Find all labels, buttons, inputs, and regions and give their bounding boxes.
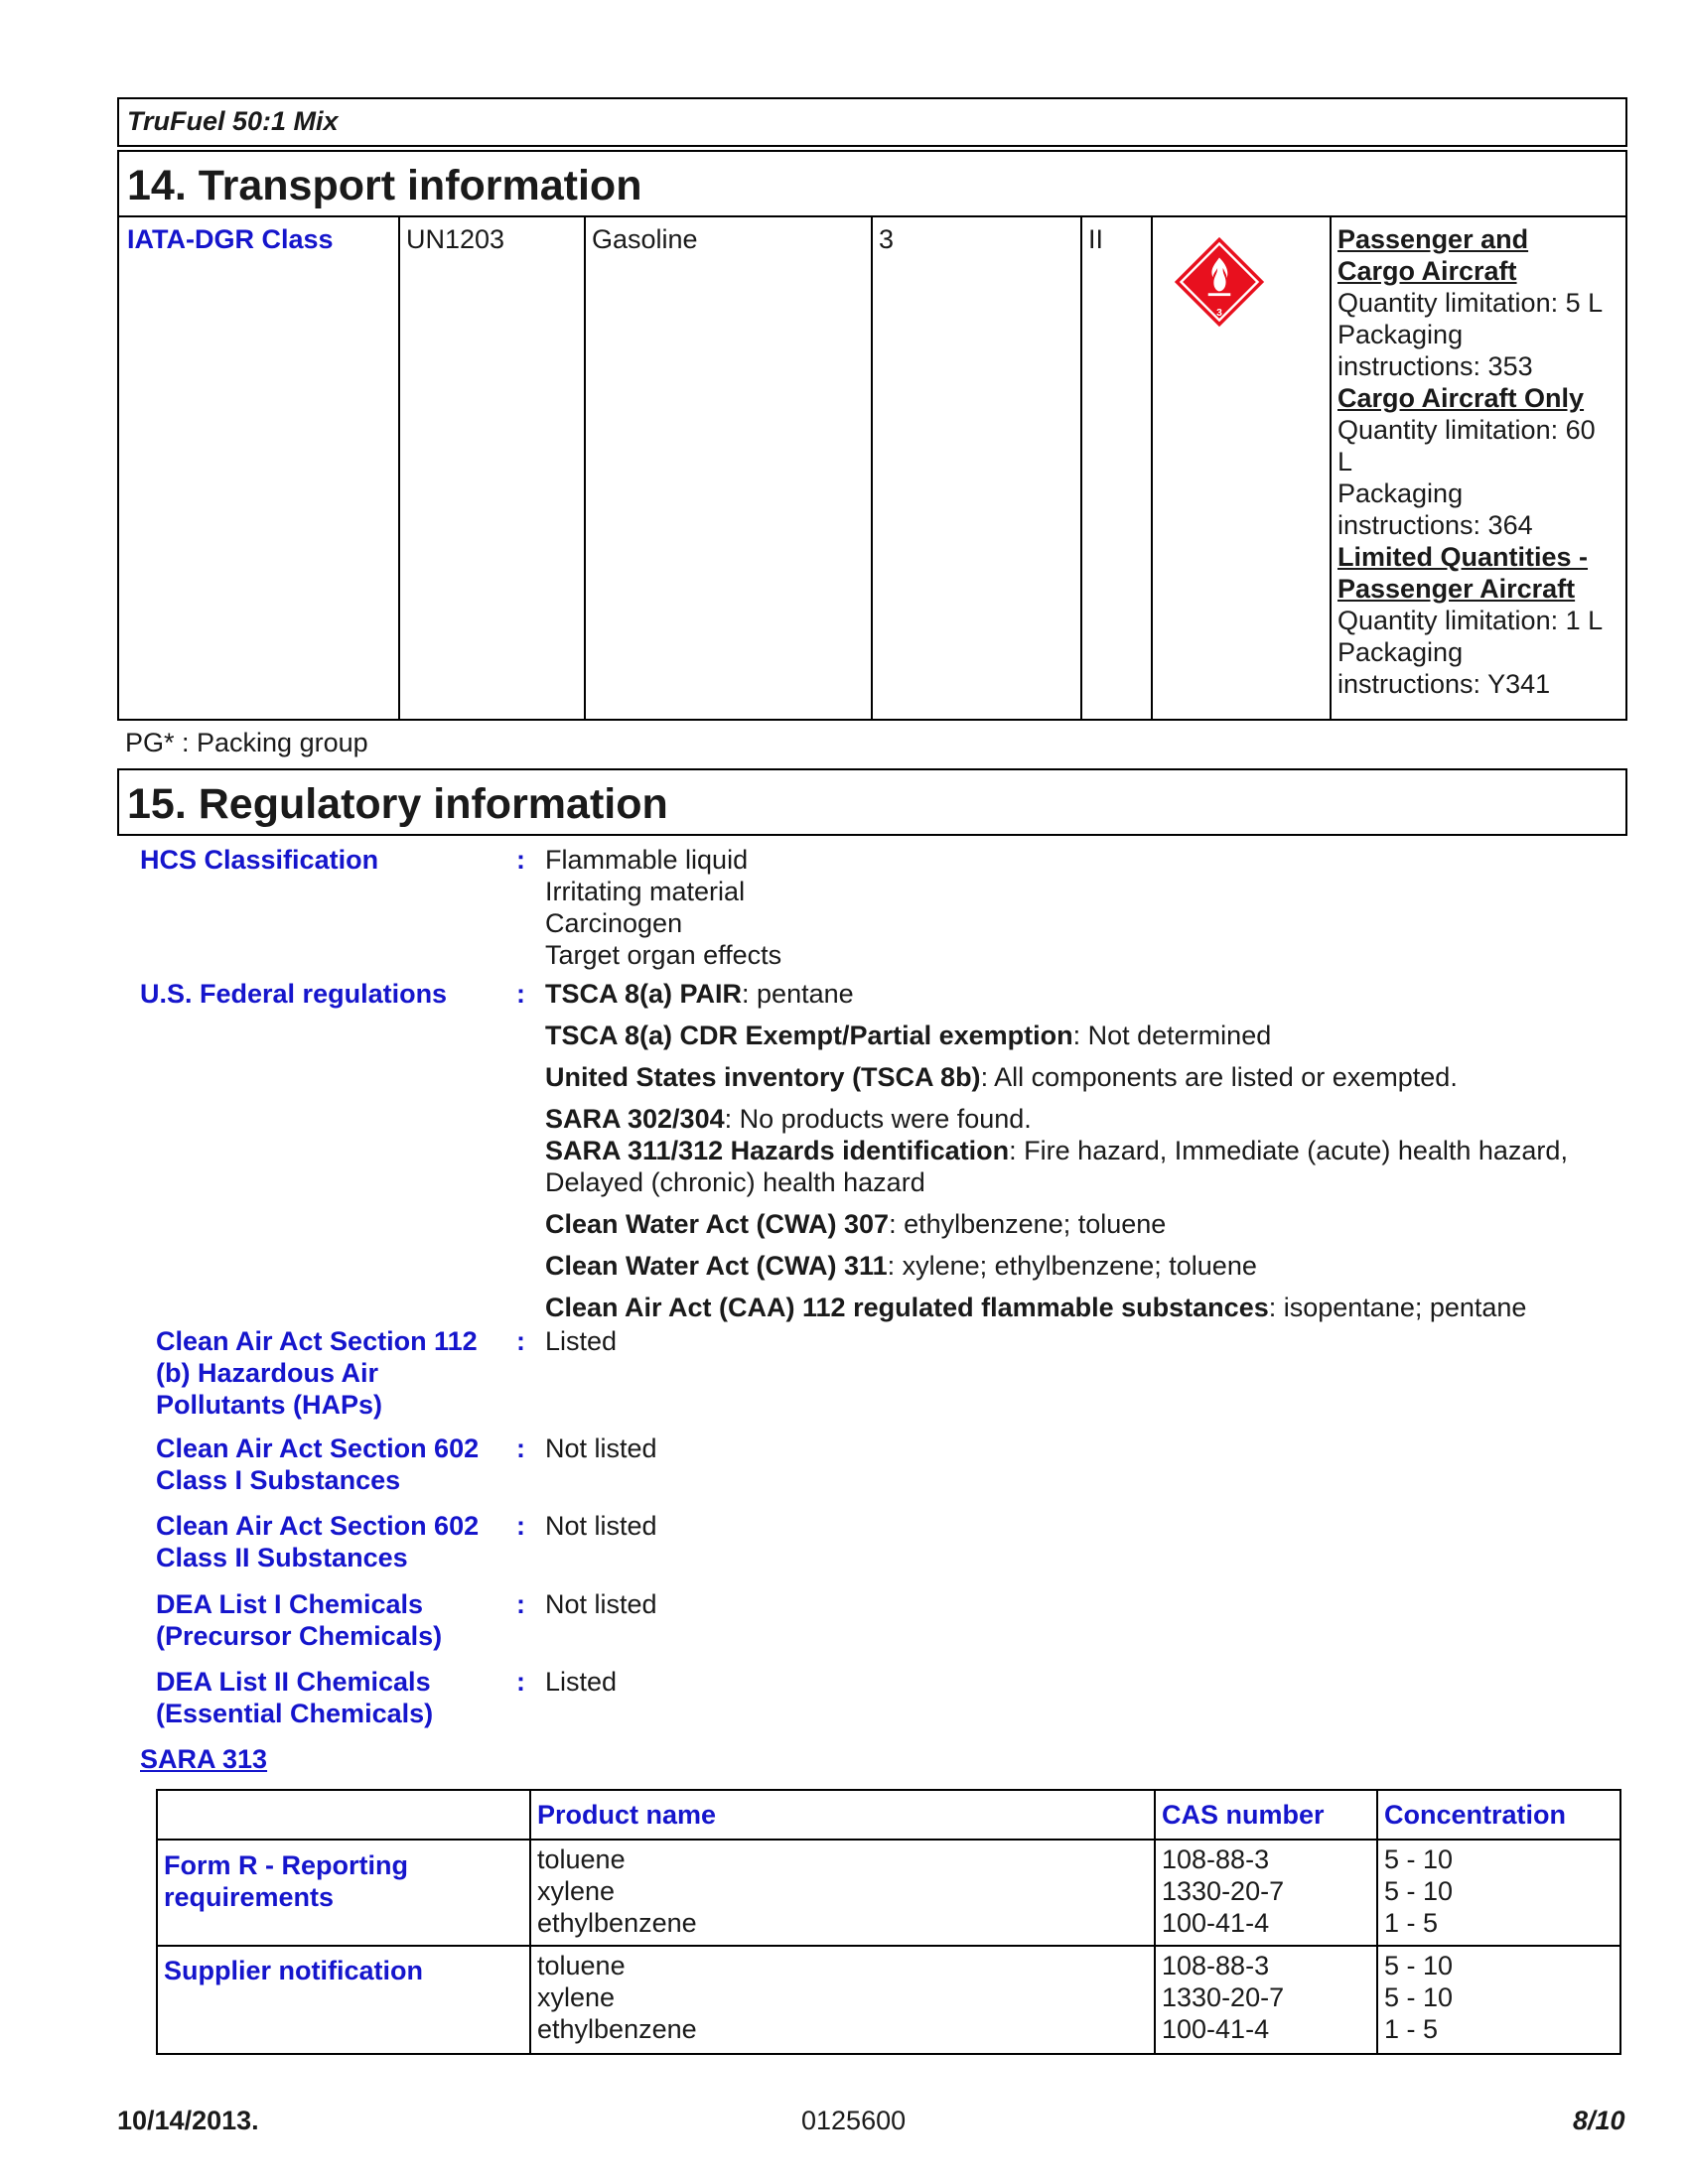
reg-value: : pentane [742,979,854,1009]
row1-concentration: 5 - 10 5 - 10 1 - 5 [1384,1844,1454,1938]
hcs-value: Flammable liquid [545,845,749,875]
sara313-table [156,1789,1621,2055]
reg-value-cont: Delayed (chronic) health hazard [545,1167,925,1197]
quantity-limitation-3: Quantity limitation: 1 L [1337,606,1604,635]
reg-value: : Fire hazard, Immediate (acute) health hazard, [1009,1136,1568,1165]
reg-key: Clean Water Act (CWA) 307 [545,1209,890,1239]
quantity-limitation-2-unit: L [1337,447,1353,477]
reg-value: : xylene; ethylbenzene; toluene [887,1251,1257,1281]
footer-code: 0125600 [801,2106,907,2135]
reg-value: : Not determined [1072,1021,1272,1050]
additional-info [1337,223,1625,700]
hcs-values [545,844,781,971]
svg-text:3: 3 [1216,307,1222,319]
flammable-diamond-icon [1173,235,1266,329]
passenger-cargo-heading: Passenger and [1337,224,1529,254]
hcs-value: Target organ effects [545,940,782,970]
reg-key: Clean Air Act (CAA) 112 regulated flammable substances [545,1293,1269,1322]
caa112-value: Listed [545,1326,618,1356]
transport-class-label: IATA-DGR Class [127,224,334,254]
section-15-title: 15. Regulatory information [127,780,668,828]
reg-key: SARA 311/312 Hazards identification [545,1136,1010,1165]
packaging-2: Packaging [1337,478,1464,508]
col-header-product: Product name [537,1800,717,1830]
row2-concentration: 5 - 10 5 - 10 1 - 5 [1384,1951,1454,2044]
product-header [117,97,1627,147]
row2-products: toluene xylene ethylbenzene [537,1951,697,2044]
packaging-instructions-3: instructions: Y341 [1337,669,1551,699]
packaging-instructions-2: instructions: 364 [1337,510,1533,540]
reg-key: SARA 302/304 [545,1104,725,1134]
packaging-instructions-1: instructions: 353 [1337,351,1533,381]
reg-value: : No products were found. [724,1104,1032,1134]
hazard-class: 3 [879,224,895,254]
packaging-3: Packaging [1337,637,1464,667]
un-number: UN1203 [406,224,505,254]
caa602-class2-value: Not listed [545,1511,657,1541]
federal-label: U.S. Federal regulations [140,979,448,1009]
row2-cas: 108-88-3 1330-20-7 100-41-4 [1162,1951,1285,2044]
cargo-only-heading: Cargo Aircraft Only [1337,383,1585,413]
reg-key: United States inventory (TSCA 8b) [545,1062,981,1092]
dea1-label: DEA List I Chemicals (Precursor Chemicals) [156,1589,443,1651]
reg-key: Clean Water Act (CWA) 311 [545,1251,888,1281]
dea2-label: DEA List II Chemicals (Essential Chemicals) [156,1667,434,1728]
transport-table [117,217,1627,721]
section-15-header [117,768,1627,836]
reg-value: : All components are listed or exempted. [980,1062,1458,1092]
reg-key: TSCA 8(a) CDR Exempt/Partial exemption [545,1021,1073,1050]
sara313-label: SARA 313 [140,1744,268,1774]
row1-products: toluene xylene ethylbenzene [537,1844,697,1938]
col-header-concentration: Concentration [1384,1800,1567,1830]
caa112-label: Clean Air Act Section 112 (b) Hazardous Air Pollutants (HAPs) [156,1326,478,1420]
col-header-cas: CAS number [1162,1800,1325,1830]
dea2-value: Listed [545,1667,618,1697]
reg-key: TSCA 8(a) PAIR [545,979,743,1009]
limited-quantities-heading: Limited Quantities - [1337,542,1589,572]
product-name: TruFuel 50:1 Mix [127,106,339,136]
caa602-class1-value: Not listed [545,1433,657,1463]
limited-quantities-heading-2: Passenger Aircraft [1337,574,1576,604]
reg-value: : isopentane; pentane [1268,1293,1527,1322]
row-label-form-r: Form R - Reporting requirements [164,1850,408,1912]
row1-cas: 108-88-3 1330-20-7 100-41-4 [1162,1844,1285,1938]
hcs-value: Carcinogen [545,908,683,938]
passenger-cargo-heading-2: Cargo Aircraft [1337,256,1517,286]
section-14-title: 14. Transport information [127,162,642,209]
footer-page-number: 8/10 [1573,2106,1625,2135]
hcs-value: Irritating material [545,877,746,906]
packing-group: II [1088,224,1104,254]
quantity-limitation-2: Quantity limitation: 60 [1337,415,1596,445]
reg-value: : ethylbenzene; toluene [889,1209,1167,1239]
packing-group-footnote: PG* : Packing group [125,728,368,757]
hcs-label: HCS Classification [140,845,379,875]
federal-regulations [545,978,1568,1323]
section-14-header [117,150,1627,217]
packaging-1: Packaging [1337,320,1464,349]
dea1-value: Not listed [545,1589,657,1619]
quantity-limitation-1: Quantity limitation: 5 L [1337,288,1604,318]
footer-date: 10/14/2013. [117,2106,259,2135]
shipping-name: Gasoline [592,224,698,254]
caa602-class2-label: Clean Air Act Section 602 Class II Substances [156,1511,480,1572]
row-label-supplier: Supplier notification [164,1956,423,1985]
caa602-class1-label: Clean Air Act Section 602 Class I Substances [156,1433,480,1495]
